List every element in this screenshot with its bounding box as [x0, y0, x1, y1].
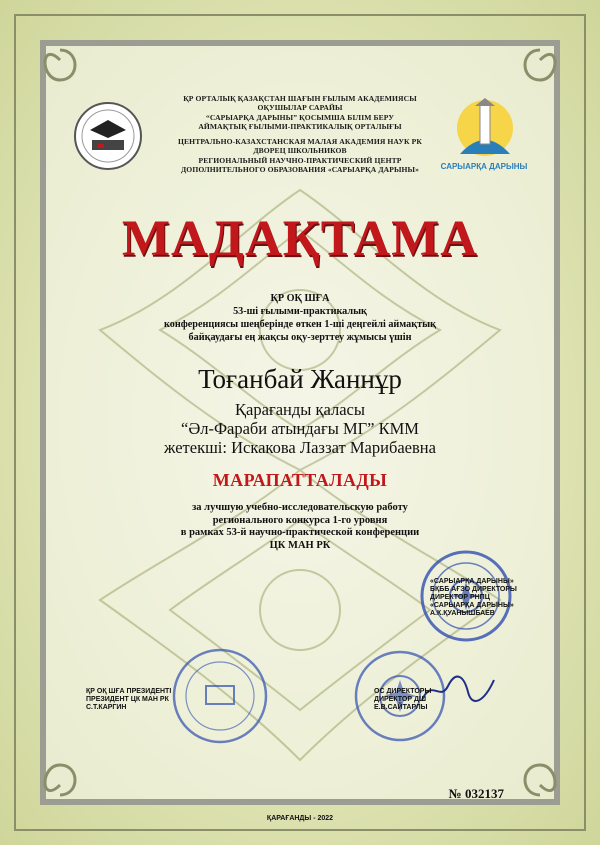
sig-line: А.К.ҚУАНЫШБАЕВ — [430, 610, 495, 617]
award-heading: МАРАПАТТАЛАДЫ — [212, 470, 388, 490]
seal-stamp-bottom-left — [170, 646, 270, 746]
recipient-details — [0, 400, 600, 457]
russian-line: ЦК МАН РК — [269, 539, 331, 551]
kazakh-subtitle — [0, 292, 600, 344]
header-line: ЦЕНТРАЛЬНО-КАЗАХСТАНСКАЯ МАЛАЯ АКАДЕМИЯ НАУК РК — [178, 137, 422, 147]
sig-line: ҚР ОҚ ШҒА ПРЕЗИДЕНТІ — [86, 688, 172, 695]
sig-line: Е.В.САЙТАРЛЫ — [374, 704, 428, 711]
russian-line: в рамках 53-й научно-практической конференции — [180, 527, 420, 538]
russian-line: за лучшую учебно-исследовательскую работу — [192, 502, 408, 513]
header-line: ДОПОЛНИТЕЛЬНОГО ОБРАЗОВАНИЯ «САРЫАРҚА ДАРЫНЫ» — [180, 165, 420, 175]
signature-block-palace-director — [374, 688, 431, 712]
header-block — [0, 94, 600, 174]
russian-text — [0, 502, 600, 552]
header-line: ҚР ОРТАЛЫҚ ҚАЗАҚСТАН ШАҒЫН ҒЫЛЫМ АКАДЕМИЯСЫ — [183, 94, 417, 103]
certificate-title: МАДАҚТАМА — [121, 211, 479, 267]
russian-line: регионального конкурса 1-го уровня — [212, 514, 388, 526]
subtitle-line: 53-ші ғылыми-практикалық — [233, 306, 367, 317]
footer-city-year: ҚАРАҒАНДЫ - 2022 — [266, 815, 334, 822]
signature-block-director-rnpc — [430, 578, 517, 618]
certificate-number: № 032137 — [448, 786, 504, 801]
subtitle-line: байқаудағы ең жақсы оқу-зерттеу жұмысы үшін — [188, 332, 412, 343]
header-line: РЕГИОНАЛЬНЫЙ НАУЧНО-ПРАКТИЧЕСКИЙ ЦЕНТР — [198, 155, 402, 165]
sig-line: ДИРЕКТОР РНПЦ — [430, 594, 490, 601]
sig-line: БҚББ АҒЗО ДИРЕКТОРЫ — [430, 586, 517, 593]
header-line: “САРЫАРҚА ДАРЫНЫ” ҚОСЫМША БІЛІМ БЕРУ — [205, 112, 395, 122]
sig-line: С.Т.КАРГИН — [86, 704, 127, 711]
signature-block-president — [86, 688, 171, 712]
subtitle-line: конференциясы шеңберінде өткен 1-ші деңгейлі аймақтық — [164, 319, 436, 330]
sig-line: ПРЕЗИДЕНТ ЦК МАН РК — [86, 696, 169, 703]
recipient-name: Тоғанбай Жаннұр — [198, 364, 402, 394]
sig-line: «САРЫАРҚА ДАРЫНЫ» — [430, 578, 514, 585]
sig-line: «САРЫАРҚА ДАРЫНЫ» — [430, 602, 514, 609]
detail-line: “Әл-Фараби атындағы МГ” КММ — [181, 419, 419, 438]
header-line: ОҚУШЫЛАР САРАЙЫ — [257, 103, 343, 113]
subtitle-line: ҚР ОҚ ШҒА — [270, 293, 330, 304]
header-line: ДВОРЕЦ ШКОЛЬНИКОВ — [253, 146, 347, 156]
sig-line: ОС ДИРЕКТОРЫ — [374, 688, 432, 695]
right-logo-caption: САРЫАРҚА ДАРЫНЫ — [440, 162, 528, 171]
detail-line: жетекші: Искакова Лаззат Марибаевна — [164, 438, 436, 457]
header-line: АЙМАҚТЫҚ ҒЫЛЫМИ-ПРАКТИКАЛЫҚ ОРТАЛЫҒЫ — [198, 121, 402, 131]
sig-line: ДИРЕКТОР ДШ — [374, 696, 426, 703]
detail-line: Қарағанды қаласы — [235, 400, 365, 419]
